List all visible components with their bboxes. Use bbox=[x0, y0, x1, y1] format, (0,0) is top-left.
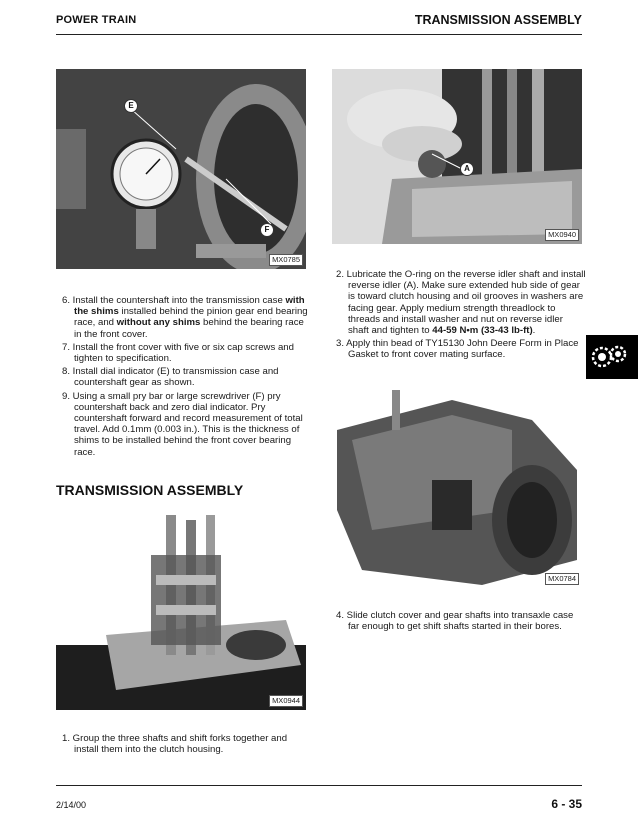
callout-e: E bbox=[124, 99, 138, 113]
header-section: POWER TRAIN bbox=[56, 14, 137, 26]
figure-transaxle-case bbox=[332, 390, 582, 588]
right-steps-upper bbox=[336, 269, 586, 363]
page-number: 6 - 35 bbox=[551, 797, 582, 811]
left-steps-lower bbox=[62, 733, 312, 757]
callout-a: A bbox=[460, 162, 474, 176]
figure-transaxle-case-art bbox=[332, 390, 582, 588]
left-steps bbox=[62, 295, 310, 460]
step-8: 8. Install dial indicator (E) to transmission case and countershaft gear as shown. bbox=[62, 366, 279, 389]
step-3: 3. Apply thin bead of TY15130 John Deere Form in Place Gasket to front cover mating surface. bbox=[336, 338, 579, 361]
figure-caption: MX0940 bbox=[545, 229, 579, 241]
header-title: TRANSMISSION ASSEMBLY bbox=[414, 13, 582, 27]
section-tab bbox=[586, 335, 638, 379]
right-steps-lower bbox=[336, 610, 586, 634]
step-7: 7. Install the front cover with five or six cap screws and tighten to specification. bbox=[62, 341, 294, 365]
footer-date: 2/14/00 bbox=[56, 800, 87, 810]
figure-dial-indicator-art bbox=[56, 69, 306, 269]
step-4: 4. Slide clutch cover and gear shafts into transaxle case far enough to get shift shafts started in their bores. bbox=[336, 610, 574, 633]
step-9: 9. Using a small pry bar or large screwdriver (F) pry countershaft back and zero dial indicator. Pry countershaft forward and record measurement of total travel. Add 0.1mm (0.003 in.). This is the thickness of shims to be installed behind the front cover bearing race. bbox=[62, 390, 303, 458]
figure-caption: MX0944 bbox=[269, 695, 303, 707]
gears-icon bbox=[586, 335, 638, 379]
header-rule bbox=[56, 34, 582, 35]
callout-f: F bbox=[260, 223, 274, 237]
figure-caption: MX0784 bbox=[545, 573, 579, 585]
figure-dial-indicator bbox=[56, 69, 306, 269]
step-2: 2. Lubricate the O-ring on the reverse idler shaft and install reverse idler (A). Make sure extended hub side of gear is toward clutch housing and oil grooves in washers are facing gear. Apply medium strength threadlock to threads and install washer and nut on reverse idler shaft and tighten to 44-59 N•m (33-43 lb-ft). bbox=[336, 269, 586, 337]
figure-reverse-idler bbox=[332, 69, 582, 244]
figure-reverse-idler-art bbox=[332, 69, 582, 244]
figure-clutch-housing bbox=[56, 515, 306, 710]
step-1: 1. Group the three shafts and shift forks together and install them into the clutch housing. bbox=[62, 733, 288, 756]
figure-clutch-housing-art bbox=[56, 515, 306, 710]
step-6: 6. Install the countershaft into the transmission case with the shims installed behind the pinion gear end bearing race, and without any shims behind the bearing race in the front cover. bbox=[62, 295, 308, 340]
section-title: TRANSMISSION ASSEMBLY bbox=[56, 482, 244, 498]
figure-caption: MX0785 bbox=[269, 254, 303, 266]
footer-rule bbox=[56, 785, 582, 786]
